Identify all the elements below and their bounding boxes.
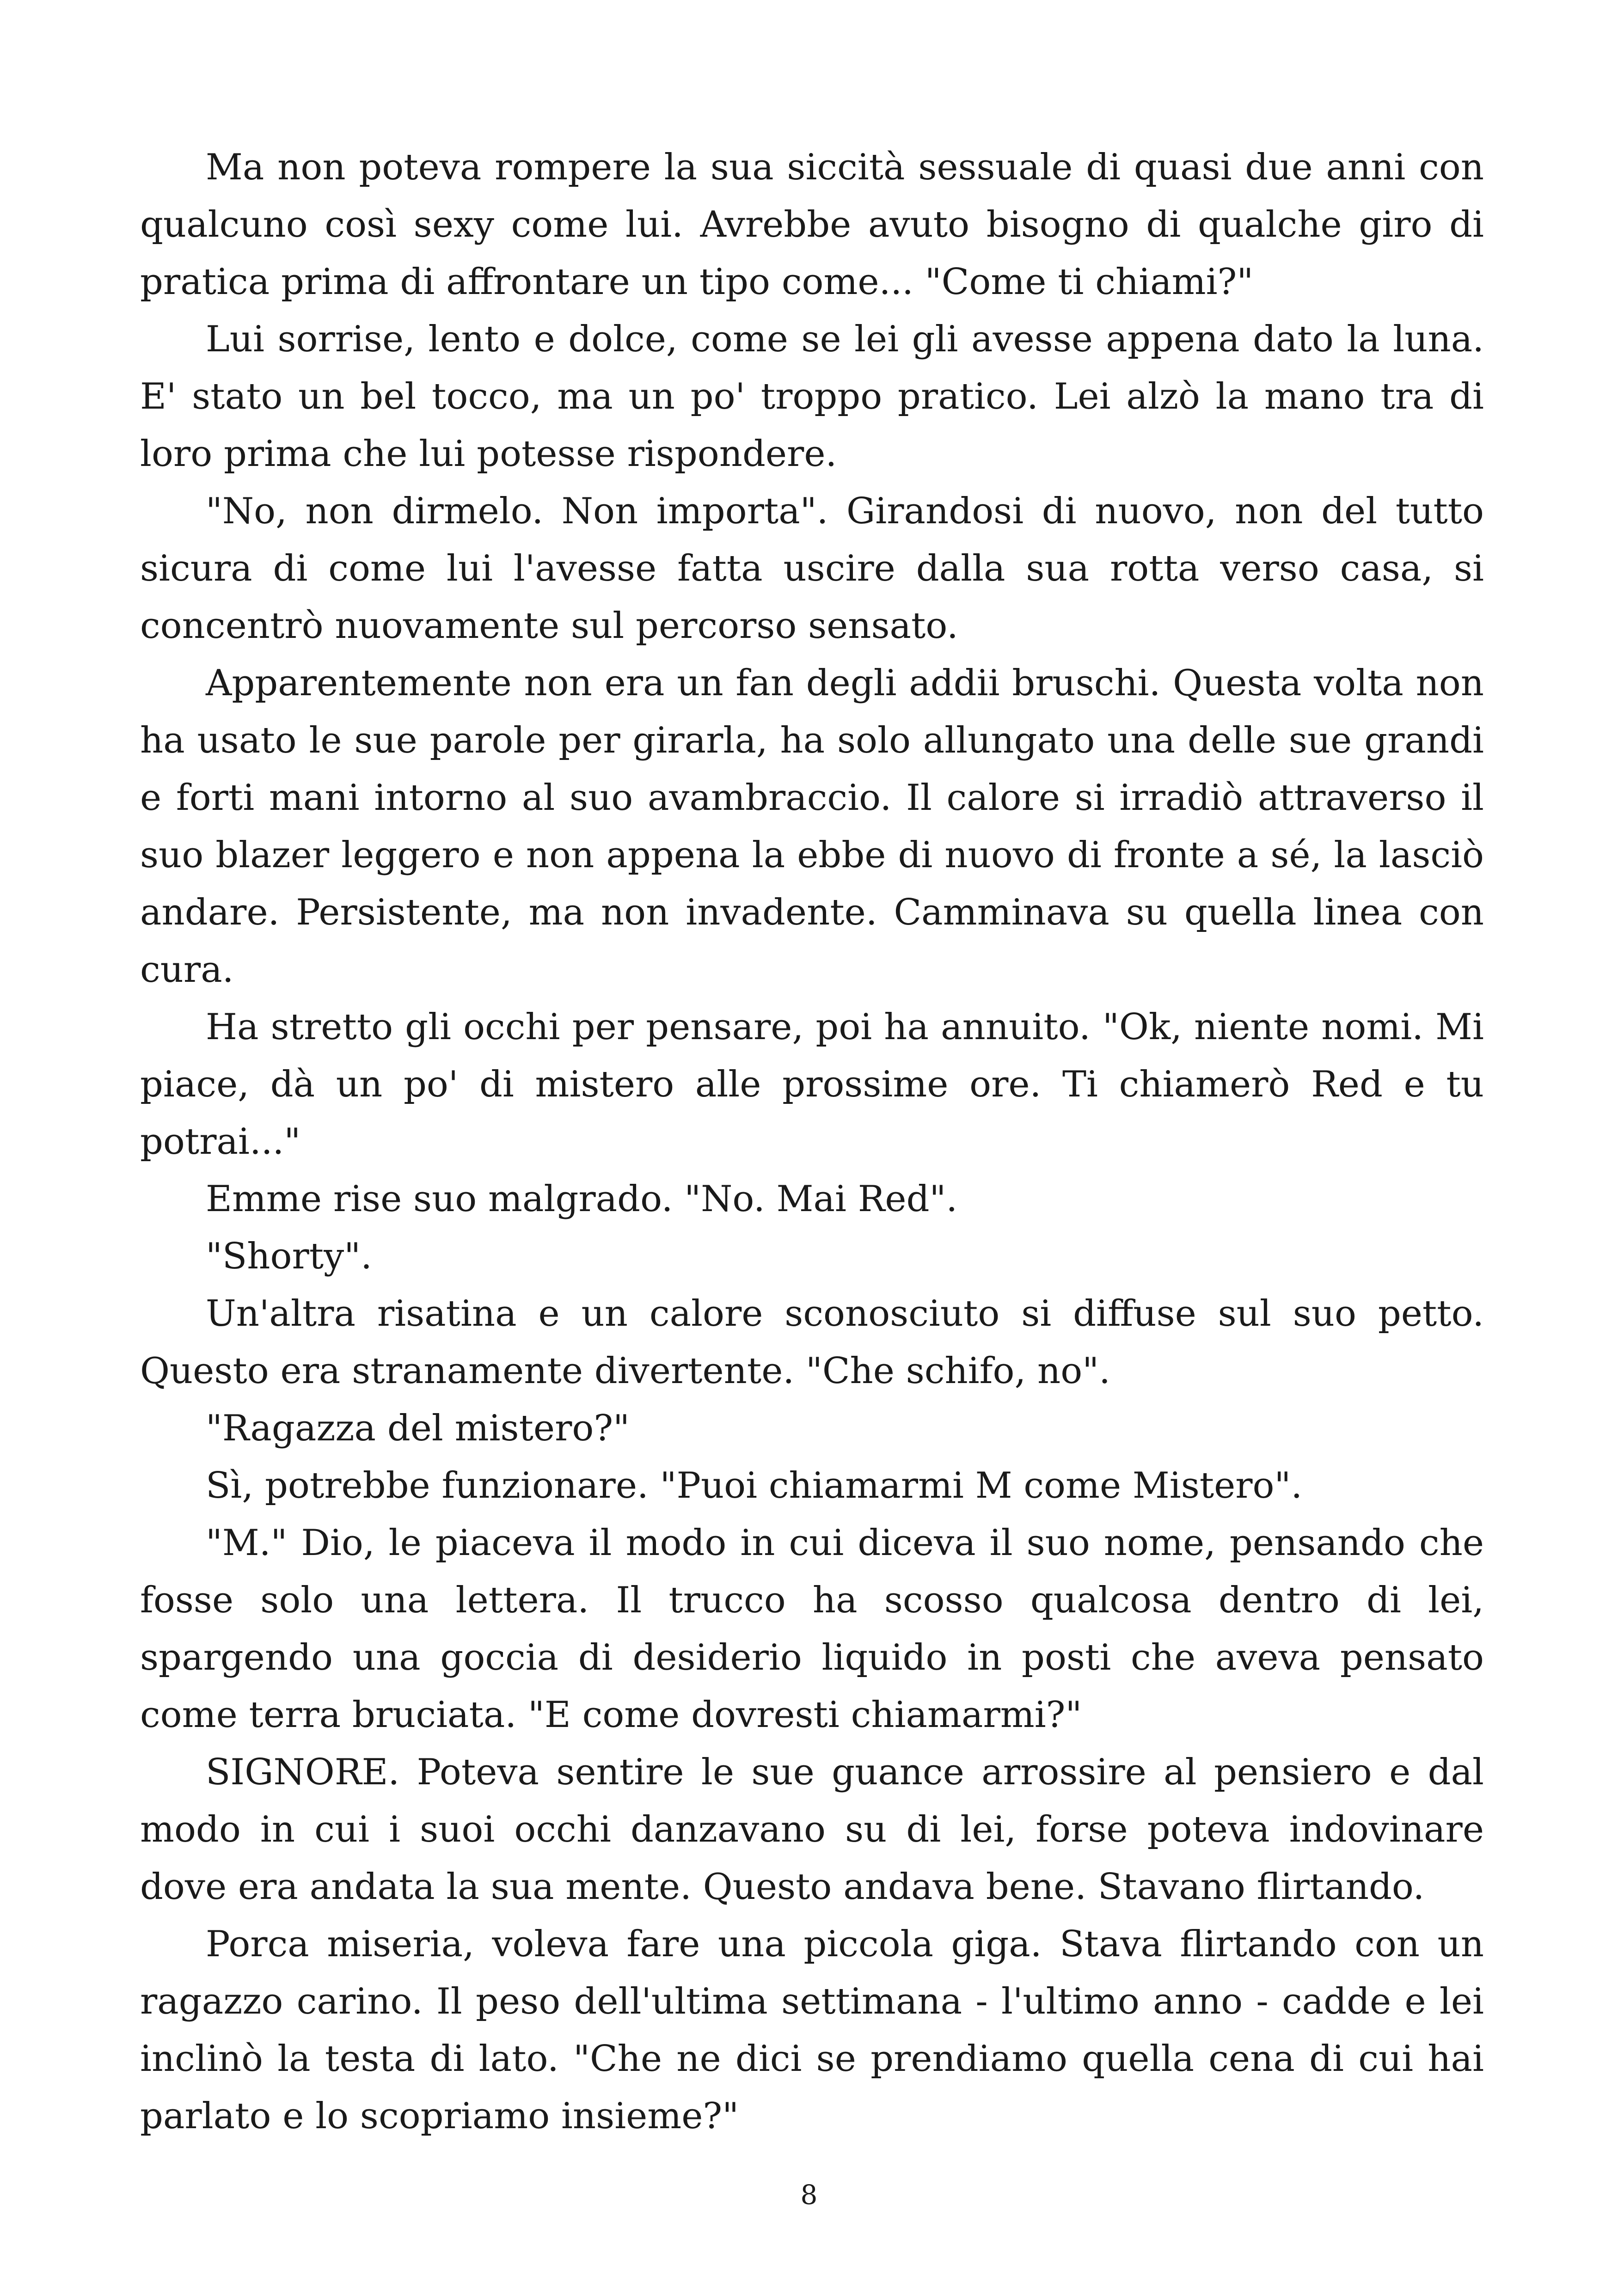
paragraph: Porca miseria, voleva fare una piccola giga. Stava flirtando con un ragazzo carino. Il peso dell'ultima settimana - l'ultimo anno - cadde e lei inclinò la testa di lato. "Che ne dici se prendiamo quella cena di cui hai parlato e lo scopriamo insieme?" [140, 1923, 1484, 2137]
page-body [140, 139, 1484, 2145]
paragraph: Lui sorrise, lento e dolce, come se lei gli avesse appena dato la luna. E' stato un bel tocco, ma un po' troppo pratico. Lei alzò la mano tra di loro prima che lui potesse rispondere. [140, 318, 1484, 475]
paragraph: Sì, potrebbe funzionare. "Puoi chiamarmi M come Mistero". [206, 1465, 1303, 1506]
paragraph: Apparentemente non era un fan degli addii bruschi. Questa volta non ha usato le sue parole per girarla, ha solo allungato una delle sue grandi e forti mani intorno al suo avambraccio. Il calore si irradiò attraverso il suo blazer leggero e non appena la ebbe di nuovo di fronte a sé, la lasciò andare. Persistente, ma non invadente. Camminava su quella linea con cura. [140, 662, 1484, 991]
paragraph: "M." Dio, le piaceva il modo in cui diceva il suo nome, pensando che fosse solo una lettera. Il trucco ha scosso qualcosa dentro di lei, spargendo una goccia di desiderio liquido in posti che aveva pensato come terra bruciata. "E come dovresti chiamarmi?" [140, 1522, 1484, 1736]
paragraph: Emme rise suo malgrado. "No. Mai Red". [206, 1178, 958, 1220]
paragraph: SIGNORE. Poteva sentire le sue guance arrossire al pensiero e dal modo in cui i suoi occhi danzavano su di lei, forse poteva indovinare dove era andata la sua mente. Questo andava bene. Stavano flirtando. [140, 1751, 1484, 1908]
paragraph: Ma non poteva rompere la sua siccità sessuale di quasi due anni con qualcuno così sexy come lui. Avrebbe avuto bisogno di qualche giro di pratica prima di affrontare un tipo come... "Come ti chiami?" [140, 147, 1484, 303]
paragraph: "Ragazza del mistero?" [206, 1408, 630, 1449]
paragraph: Ha stretto gli occhi per pensare, poi ha annuito. "Ok, niente nomi. Mi piace, dà un po' di mistero alle prossime ore. Ti chiamerò Red e tu potrai..." [140, 1006, 1484, 1163]
page-number: 8 [800, 2179, 818, 2210]
paragraph: "No, non dirmelo. Non importa". Girandosi di nuovo, non del tutto sicura di come lui l'avesse fatta uscire dalla sua rotta verso casa, si concentrò nuovamente sul percorso sensato. [140, 490, 1484, 647]
paragraph: Un'altra risatina e un calore sconosciuto si diffuse sul suo petto. Questo era stranamente divertente. "Che schifo, no". [140, 1293, 1484, 1392]
paragraph: "Shorty". [206, 1236, 372, 1277]
